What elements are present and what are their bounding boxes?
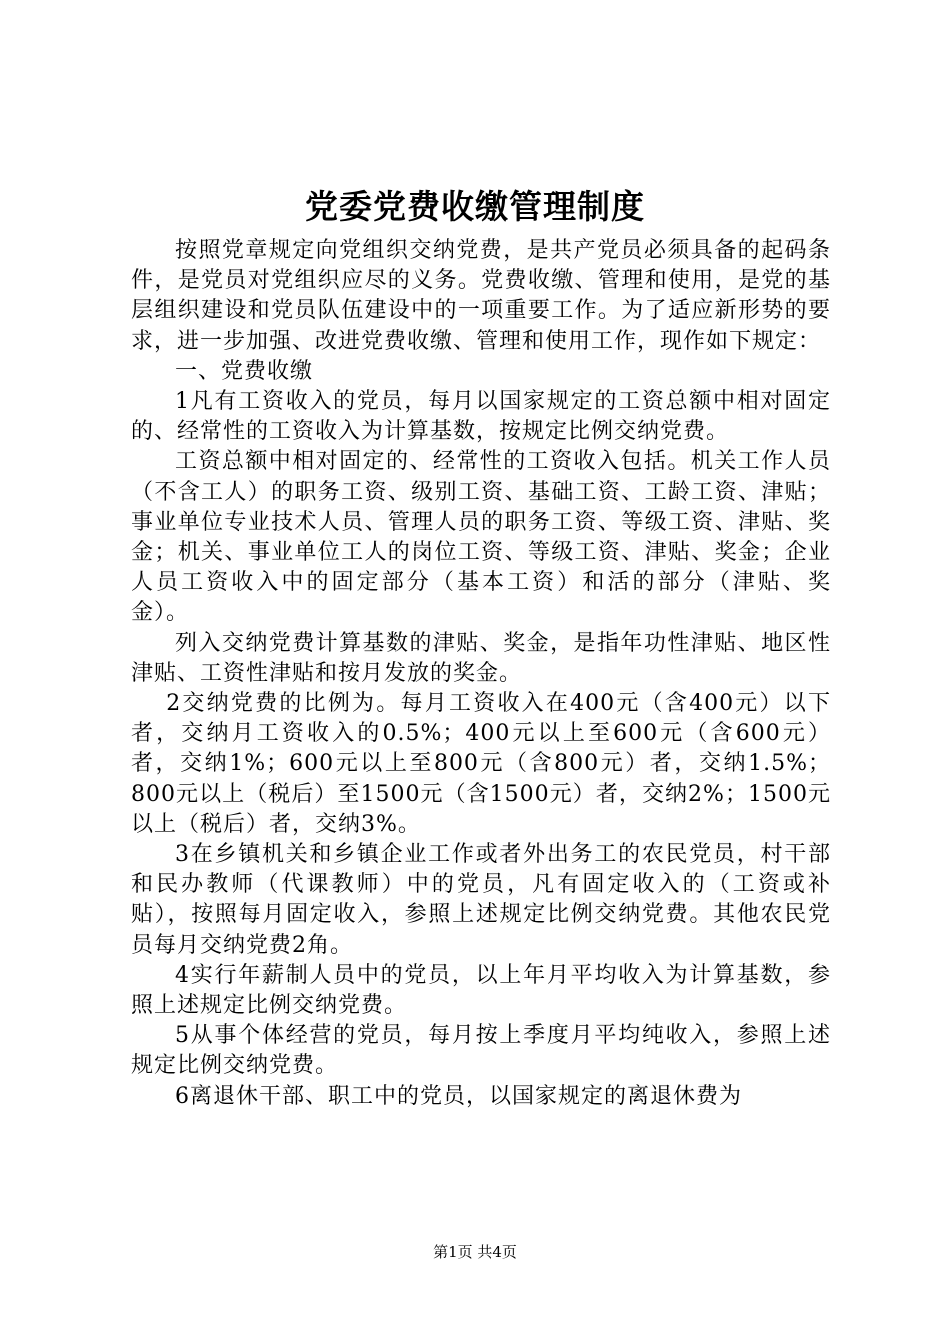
page-number-footer: 第1页 共4页 bbox=[433, 1243, 517, 1261]
paragraph-intro: 按照党章规定向党组织交纳党费，是共产党员必须具备的起码条件，是党员对党组织应尽的义务。党费收缴、管理和使用，是党的基层组织建设和党员队伍建设中的一项重要工作。为了适应新形势的要求，进一步加强、改进党费收缴、管理和使用工作，现作如下规定： bbox=[131, 238, 831, 354]
paragraph-item-3: 3在乡镇机关和乡镇企业工作或者外出务工的农民党员，村干部和民办教师（代课教师）中的党员，凡有固定收入的（工资或补贴），按照每月固定收入，参照上述规定比例交纳党费。其他农民党员每月交纳党费2角。 bbox=[131, 842, 831, 958]
section-heading-fee-collection: 一、党费收缴 bbox=[175, 358, 314, 384]
document-body bbox=[131, 236, 831, 1112]
paragraph-item-4: 4实行年薪制人员中的党员，以上年月平均收入为计算基数，参照上述规定比例交纳党费。 bbox=[131, 962, 831, 1019]
paragraph-item-5: 5从事个体经营的党员，每月按上季度月平均纯收入，参照上述规定比例交纳党费。 bbox=[131, 1023, 831, 1079]
paragraph-item-1: 1凡有工资收入的党员，每月以国家规定的工资总额中相对固定的、经常性的工资收入为计算基数，按规定比例交纳党费。 bbox=[131, 389, 831, 445]
paragraph-item-6: 6离退休干部、职工中的党员，以国家规定的离退休费为 bbox=[175, 1083, 742, 1109]
document-title: 党委党费收缴管理制度 bbox=[305, 187, 645, 226]
paragraph-wage-components: 工资总额中相对固定的、经常性的工资收入包括。机关工作人员（不含工人）的职务工资、级别工资、基础工资、工龄工资、津贴；事业单位专业技术人员、管理人员的职务工资、等级工资、津贴、奖金；机关、事业单位工人的岗位工资、等级工资、津贴、奖金；企业人员工资收入中的固定部分（基本工资）和活的部分（津贴、奖金）。 bbox=[131, 449, 831, 626]
paragraph-allowances: 列入交纳党费计算基数的津贴、奖金，是指年功性津贴、地区性津贴、工资性津贴和按月发放的奖金。 bbox=[131, 630, 831, 686]
paragraph-item-2-rates: 2交纳党费的比例为。每月工资收入在400元（含400元）以下者，交纳月工资收入的0.5%；400元以上至600元（含600元）者，交纳1%；600元以上至800元（含800元）者，交纳1.5%；800元以上（税后）至1500元（含1500元）者，交纳2%；1500元以上（税后）者，交纳3%。 bbox=[131, 691, 831, 837]
